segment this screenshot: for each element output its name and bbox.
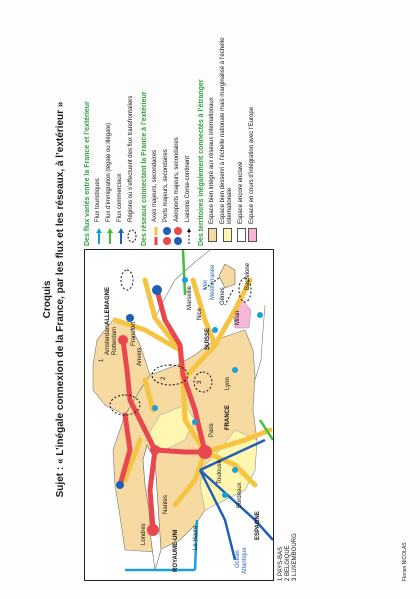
legend: [84, 6, 258, 246]
city-paris: Paris: [209, 423, 215, 437]
sea-mediterranee: Méditerranée: [210, 264, 216, 300]
legend-integrated: Espace bien intégré aux réseaux internationaux: [207, 6, 218, 246]
dotted-circle-icon: [127, 226, 137, 246]
legend-tourism: Flux touristiques: [93, 6, 104, 246]
num-2: 2: [161, 376, 167, 380]
city-nice: Nice: [197, 307, 203, 320]
sea-ocean: Océan: [235, 550, 241, 568]
city-rotterdam: Rotterdam: [112, 326, 118, 355]
city-lyon: Lyon: [225, 377, 231, 390]
city-bordeaux: Bordeaux: [237, 482, 243, 508]
legend-section1-title: Des flux variés entre la France et l’extérieur: [84, 101, 91, 246]
country-allemagne: ALLEMAGNE: [105, 287, 111, 325]
num-3: 3: [197, 380, 203, 384]
legend-national: Espace bien desservi à l’échelle nationale mais marginalisé à l’échelle internationale: [218, 6, 236, 246]
croquis-title: Croquis: [42, 280, 53, 319]
note-3: 3 LUXEMBOURG: [292, 533, 298, 581]
corsica-link-icon: [184, 226, 194, 246]
sea-mer: Mer: [203, 279, 209, 290]
enclaved-swatch: [237, 228, 246, 242]
map-frame: [84, 249, 274, 581]
city-toulouse: Toulouse: [217, 459, 223, 484]
tourism-arrow-icon: [94, 226, 104, 246]
country-espagne: ESPAGNE: [255, 511, 261, 540]
legend-section3-title: Des territoires inégalement connectés à l’étranger: [198, 79, 205, 246]
city-francfort: Francfort: [131, 321, 137, 346]
country-notes: [278, 533, 299, 581]
legend-crossborder: Régions où s’effectuent des flux transfrontaliers: [126, 6, 137, 246]
airports-icon: [173, 226, 183, 246]
map-svg: [85, 250, 273, 580]
integrating-swatch: [248, 228, 257, 242]
city-amsterdam: Amsterdam: [105, 324, 111, 355]
legend-integrating: Espace en cours d’intégration avec l’Europe: [247, 6, 258, 246]
author: Florian NICOLAS: [402, 542, 408, 581]
subject-title: Sujet : « L’inégale connexion de la France, par les flux et les réseaux, à l’extérieur »: [55, 101, 66, 498]
national-swatch: [223, 228, 232, 242]
commercial-arrow-icon: [116, 226, 126, 246]
legend-section2-title: Des réseaux connectant la France à l’extérieur: [141, 91, 148, 246]
city-genes: Gênes: [220, 287, 226, 305]
axes-icon: [151, 226, 161, 246]
country-suisse: SUISSE: [205, 327, 211, 350]
legend-corsica: Liaisons Corse-continent: [183, 6, 194, 246]
note-2: 2 BELGIQUE: [285, 545, 291, 581]
legend-ports: Ports majeurs, secondaires: [161, 6, 172, 246]
immigration-arrow-icon: [105, 226, 115, 246]
legend-commercial: Flux commerciaux: [115, 6, 126, 246]
legend-immigration: Flux d’immigration (légale ou illégale): [104, 6, 115, 246]
sea-atlantique: Atlantique: [242, 547, 248, 574]
legend-enclaved: Espace encore enclavé: [236, 6, 247, 246]
legend-airports: Aéroports majeurs, secondaires: [172, 6, 183, 246]
legend-axes: Axes majeurs, secondaires: [150, 6, 161, 246]
note-1: 1 PAYS-BAS: [278, 546, 284, 581]
country-royaume-uni: ROYAUME-UNI: [173, 529, 179, 572]
city-barcelone: Barcelone: [245, 262, 251, 290]
integrated-swatch: [208, 228, 217, 242]
city-milan: Milan: [235, 310, 241, 325]
city-londres: Londres: [141, 523, 147, 545]
ports-icon: [162, 226, 172, 246]
city-anvers: Anvers: [137, 347, 143, 366]
num-1: 1: [99, 358, 105, 362]
city-marseille: Marseille: [187, 285, 193, 310]
country-france: FRANCE: [225, 405, 231, 430]
city-le-havre: Le Havre: [193, 525, 199, 550]
city-nantes: Nantes: [163, 494, 169, 514]
corsica-land: [219, 264, 235, 288]
